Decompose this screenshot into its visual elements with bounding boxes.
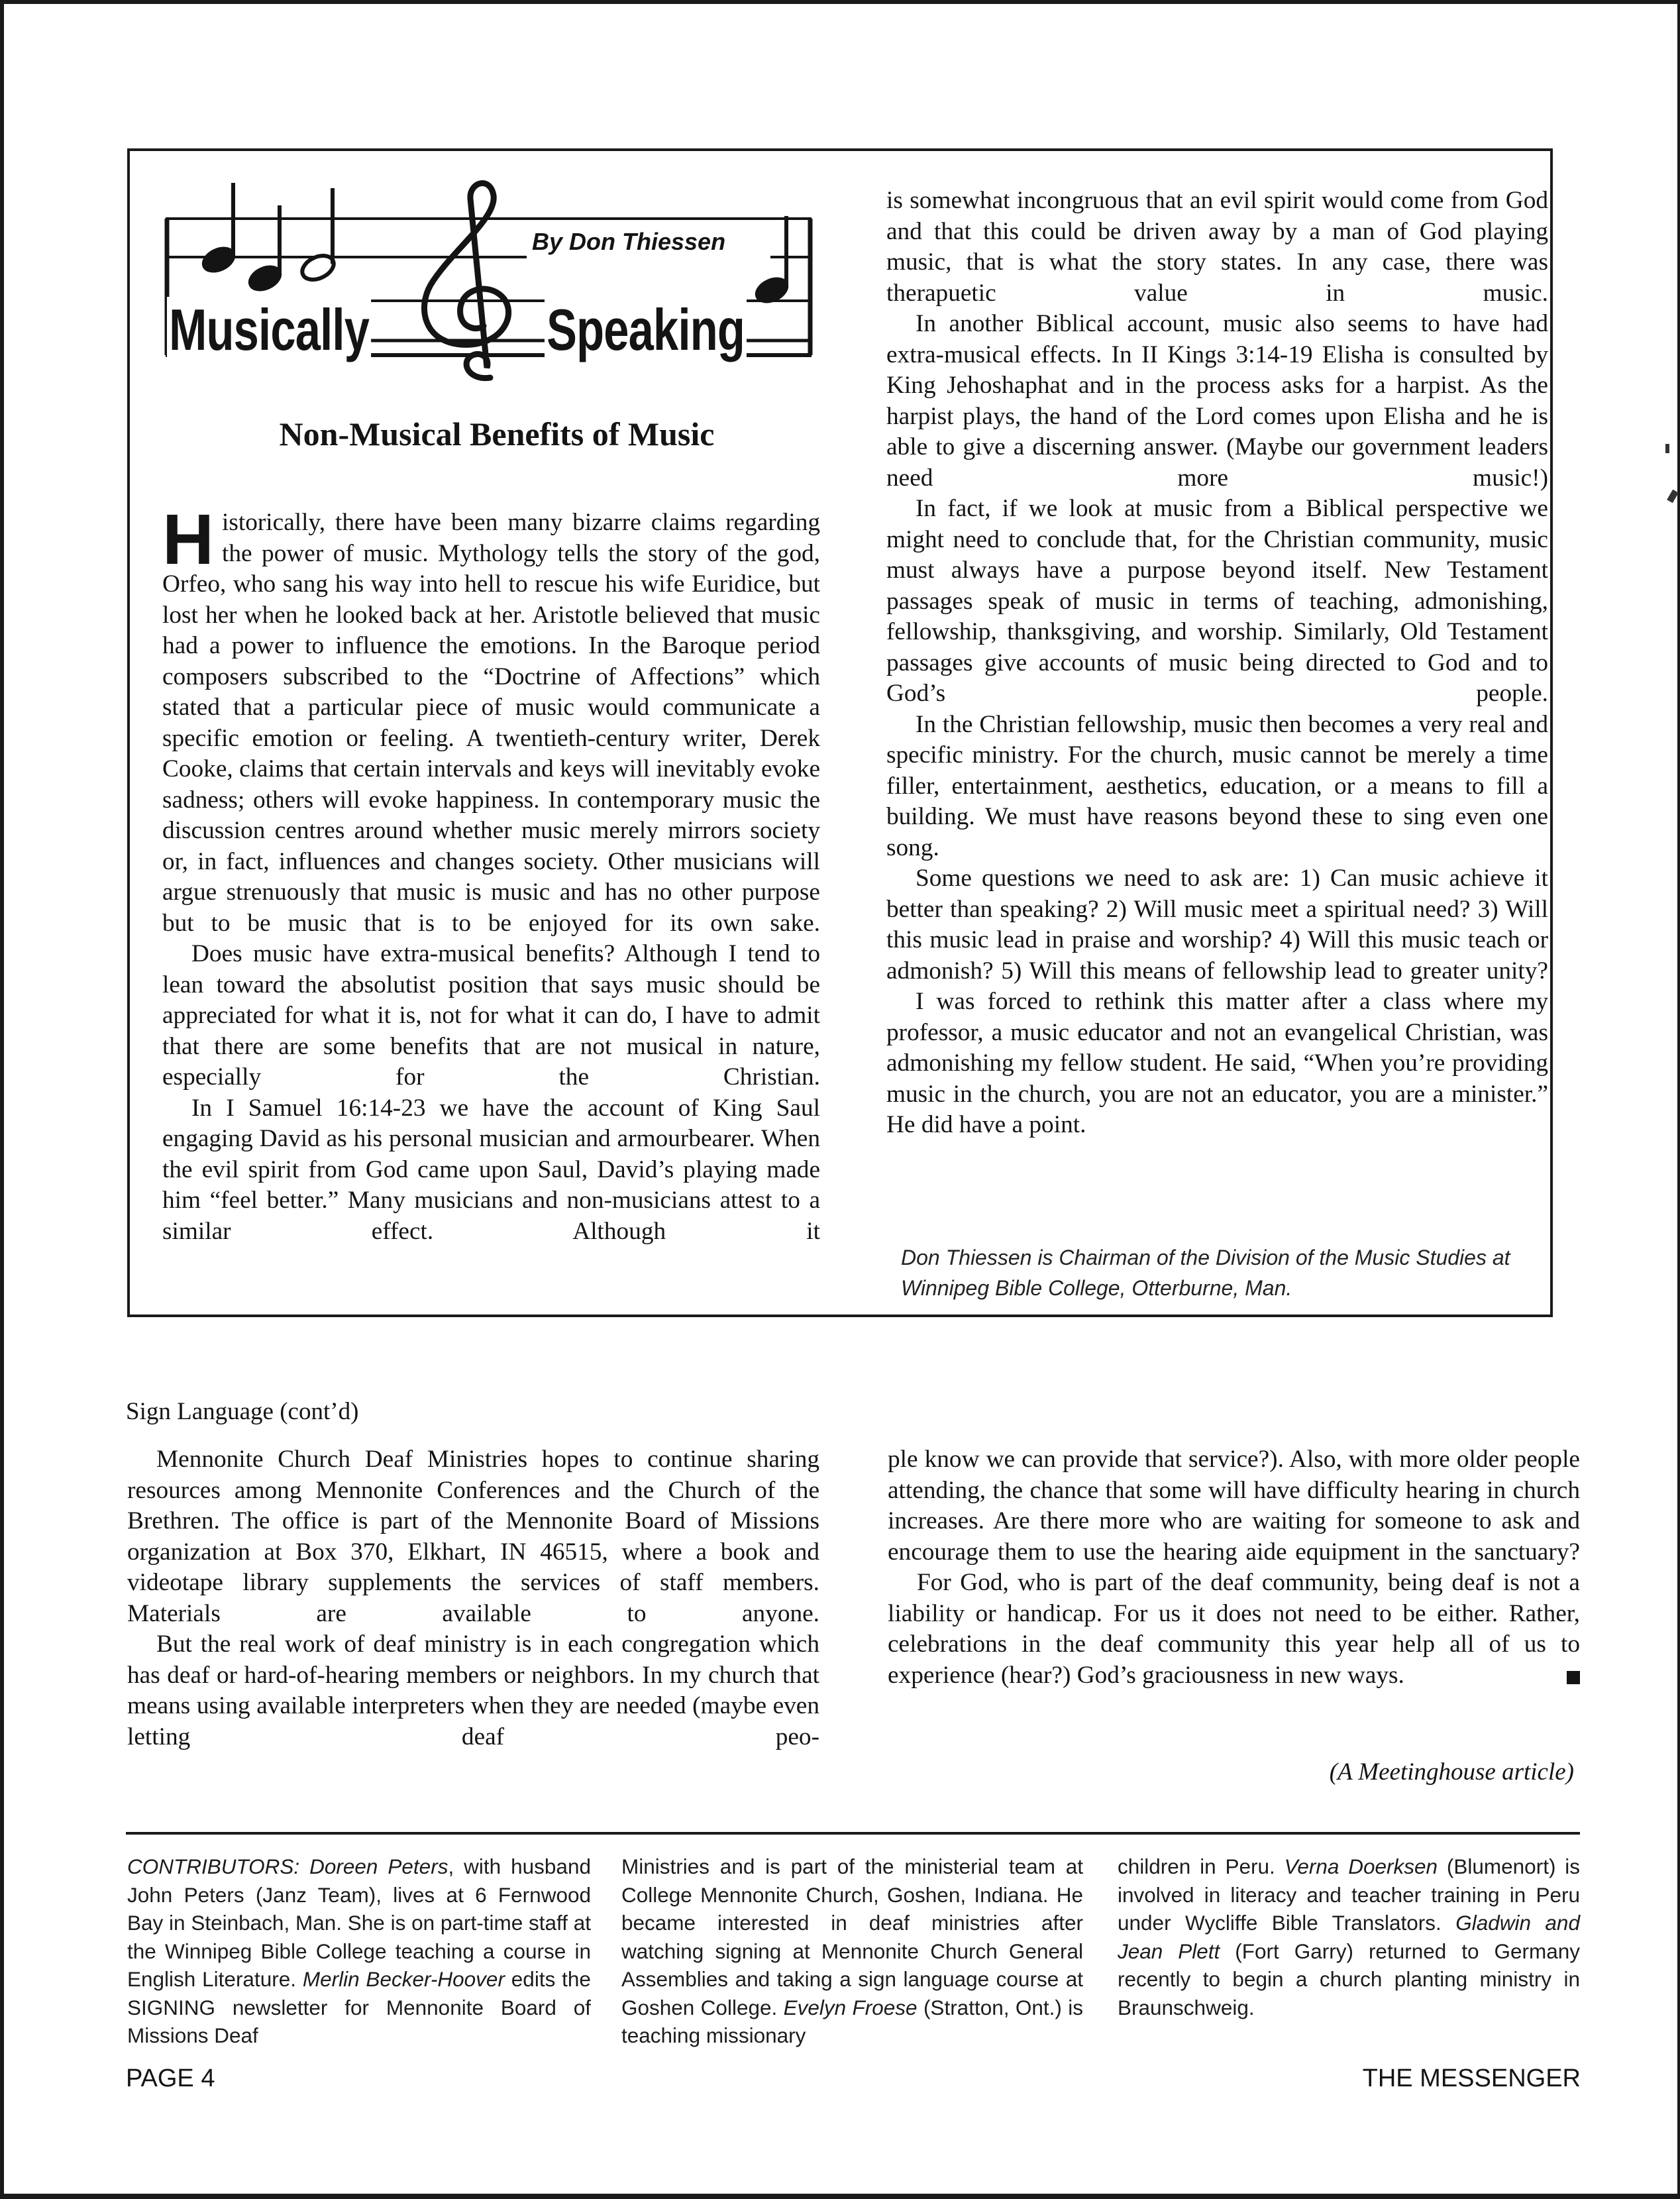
section-divider	[126, 1832, 1580, 1835]
article-paragraph: Does music have extra-musical benefits? Although I tend to lean toward the absolutist position that says music should be appreciated for what it is, not for what it can do, I have to admit that there are some benefits that are not musical in nature, especially for the Christian.	[162, 940, 820, 1091]
sign-right-column	[888, 1444, 1580, 1691]
contributors-col-3: children in Peru. Verna Doerksen (Blumenort) is involved in literacy and teacher training in Peru under Wycliffe Bible Translators. Gladwin and Jean Plett (Fort Garry) returned to Germany recently to begin a church planting ministry in Braunschweig.	[1118, 1854, 1580, 2019]
byline: By Don Thiessen	[527, 225, 770, 258]
contributors-col-2: Ministries and is part of the ministerial team at College Mennonite Church, Goshen, Indiana. He became interested in deaf ministries after watching signing at Mennonite Church General Assemblies and taking a sign language course at Goshen College. Evelyn Froese (Stratton, Ont.) is teaching missionary	[621, 1854, 1083, 2047]
treble-clef-icon	[424, 183, 508, 378]
contributors-heading: CONTRIBUTORS:	[127, 1854, 300, 1878]
article-right-column	[886, 186, 1548, 1141]
contributor-name: Verna Doerksen	[1284, 1854, 1438, 1878]
article-paragraph: Some questions we need to ask are: 1) Can music achieve it better than speaking? 2) Will music meet a spiritual need? 3) Will this music lead in praise and worship? 4) Will this music teach or admonish? 5) Will this means of fellowship lead to greater unity?	[886, 865, 1548, 985]
article-headline: Non-Musical Benefits of Music	[279, 415, 715, 453]
article-paragraph: Mennonite Church Deaf Ministries hopes to continue sharing resources among Mennonite Conferences and the Church of the Brethren. The office is part of the Mennonite Board of Missions organization at Box 370, Elkhart, IN 46515, where a book and videotape library supplements the services of staff members. Materials are available to anyone.	[127, 1446, 819, 1627]
logo-word-musically: Musically	[167, 297, 371, 363]
page-edge-left	[0, 0, 4, 2199]
article-credit: (A Meetinghouse article)	[1329, 1758, 1574, 1786]
article-paragraph: In I Samuel 16:14-23 we have the account of King Saul engaging David as his personal musician and armourbearer. When the evil spirit from God came upon Saul, David’s playing made him “feel better.” Many musicians and non-musicians attest to a similar effect. Although it	[162, 1094, 820, 1245]
contributor-name: Evelyn Froese	[783, 1995, 918, 2019]
contributor-name: Doreen Peters	[309, 1854, 448, 1878]
scan-speck	[1665, 444, 1669, 453]
publication-name: THE MESSENGER	[1362, 2065, 1581, 2092]
article-paragraph: ple know we can provide that service?). Also, with more older people attending, the chance that some will have difficulty hearing in church increases. Are there more who are waiting for someone to ask and encourage them to use the hearing aide equipment in the sanctuary?	[888, 1446, 1580, 1566]
article-paragraph: In another Biblical account, music also seems to have had extra-musical effects. In II Kings 3:14-19 Elisha is consulted by King Jehoshaphat and in the process asks for a harpist. As the harpist plays, the hand of the Lord comes upon Elisha and he is able to give a discerning answer. (Maybe our government leaders need more music!)	[886, 310, 1548, 492]
section-label: Sign Language (cont’d)	[126, 1398, 359, 1425]
contributors-col-1: CONTRIBUTORS: Doreen Peters, with husband John Peters (Janz Team), lives at 6 Fernwood Bay in Steinbach, Man. She is on part-time staff at the Winnipeg Bible College teaching a course in English Literature. Merlin Becker-Hoover edits the SIGNING newsletter for Mennonite Board of Missions Deaf	[127, 1854, 591, 2047]
end-mark-icon	[1567, 1671, 1580, 1684]
page-edge-bottom	[0, 2194, 1680, 2199]
article-paragraph: I was forced to rethink this matter after a class where my professor, a music educator and not an evangelical Christian, was admonishing my fellow student. He said, “When you’re providing music in the church, you are not an educator, you are a minister.” He did have a point.	[886, 988, 1548, 1138]
article-paragraph: istorically, there have been many bizarre claims regarding the power of music. Mythology tells the story of the god, Orfeo, who sang his way into hell to rescue his wife Euridice, but lost her when he looked back at her. Aristotle believed that music had a power to influence the emotions. In the Baroque period composers subscribed to the “Doctrine of Affections” which stated that a particular piece of music would communicate a specific emotion or feeling. A twentieth-century writer, Derek Cooke, claims that certain intervals and keys will inevitably evoke sadness; others will evoke happiness. In contemporary music the discussion centres around whether music merely mirrors society or, in fact, influences and changes society. Other musicians will argue strenuously that music is music and has no other purpose but to be music that is to be enjoyed for its own sake.	[162, 509, 820, 937]
article-paragraph: In fact, if we look at music from a Biblical perspective we might need to conclude that, for the Christian community, music must always have a purpose beyond itself. New Testament passages speak of music in terms of teaching, admonishing, fellowship, thanksgiving, and worship. Similarly, Old Testament passages give accounts of music being directed to God and to God’s people.	[886, 495, 1548, 707]
contributor-name: Gladwin and Jean Plett	[1118, 1911, 1580, 1963]
article-paragraph: is somewhat incongruous that an evil spirit would come from God and that this could be driven away by a man of God playing music, that is what the story states. In any case, there was therapuetic value in music.	[886, 187, 1548, 307]
sign-left-column	[127, 1444, 819, 1752]
article-paragraph: But the real work of deaf ministry is in each congregation which has deaf or hard-of-hearing members or neighbors. In my church that means using available interpreters when they are needed (maybe even letting deaf peo-	[127, 1631, 819, 1750]
page-edge-right	[1677, 0, 1680, 2199]
logo-word-speaking: Speaking	[545, 297, 747, 363]
page-edge-top	[0, 0, 1680, 4]
article-paragraph: For God, who is part of the deaf community, being deaf is not a liability or handicap. For us it does not need to be either. Rather, celebrations in the deaf community this year help all of us to experience (hear?) God’s graciousness in new ways.	[888, 1569, 1580, 1689]
page-number: PAGE 4	[126, 2065, 215, 2092]
drop-cap: H	[162, 499, 214, 579]
article-paragraph: In the Christian fellowship, music then becomes a very real and specific ministry. For the church, music cannot be merely a time filler, entertainment, aesthetics, education, or a means to fill a building. We must have reasons beyond these to sing even one song.	[886, 710, 1548, 861]
article-left-column	[162, 499, 820, 1247]
author-bio: Don Thiessen is Chairman of the Division of the Music Studies at Winnipeg Bible College, Otterburne, Man.	[901, 1246, 1510, 1300]
contributor-name: Merlin Becker-Hoover	[302, 1967, 505, 1991]
